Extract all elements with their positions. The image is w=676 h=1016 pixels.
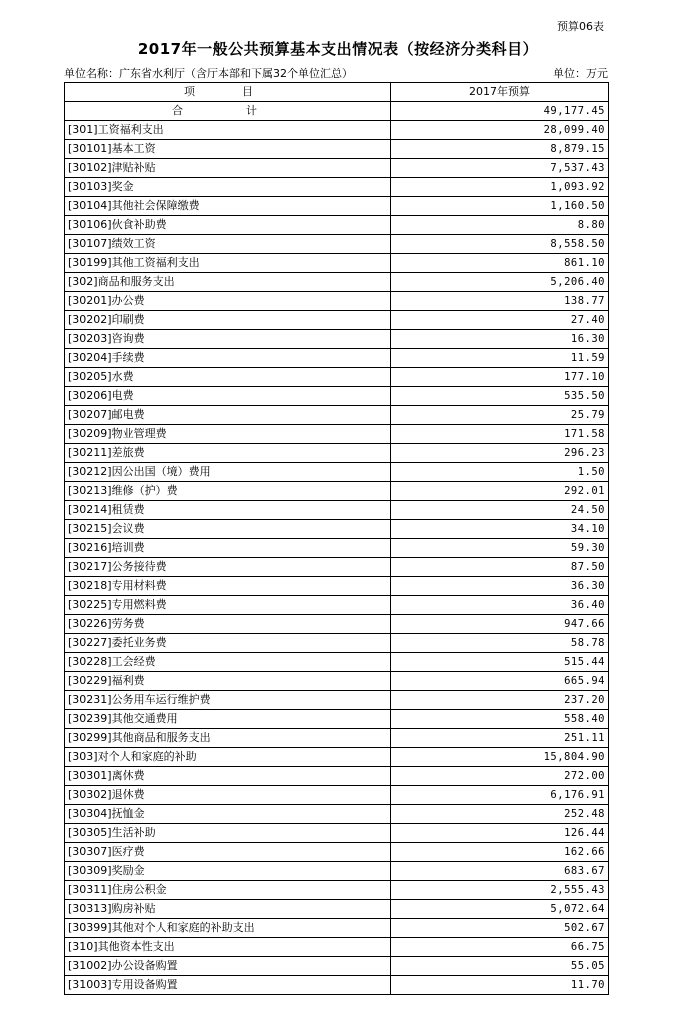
expenditure-table bbox=[64, 82, 609, 995]
table-row bbox=[65, 254, 609, 273]
table-row bbox=[65, 900, 609, 919]
row-amount: 34.10 bbox=[391, 520, 609, 539]
row-item: [30227]委托业务费 bbox=[65, 634, 391, 653]
table-row bbox=[65, 197, 609, 216]
table-row bbox=[65, 425, 609, 444]
row-item: [30201]办公费 bbox=[65, 292, 391, 311]
row-item: [30299]其他商品和服务支出 bbox=[65, 729, 391, 748]
row-amount: 27.40 bbox=[391, 311, 609, 330]
table-row bbox=[65, 786, 609, 805]
row-amount: 292.01 bbox=[391, 482, 609, 501]
table-row bbox=[65, 501, 609, 520]
table-row bbox=[65, 140, 609, 159]
table-row bbox=[65, 710, 609, 729]
row-amount: 947.66 bbox=[391, 615, 609, 634]
row-amount: 683.67 bbox=[391, 862, 609, 881]
row-amount: 171.58 bbox=[391, 425, 609, 444]
row-amount: 36.30 bbox=[391, 577, 609, 596]
row-amount: 126.44 bbox=[391, 824, 609, 843]
page-title: 2017年一般公共预算基本支出情况表（按经济分类科目） bbox=[137, 40, 539, 58]
header-budget: 2017年预算 bbox=[391, 83, 609, 102]
table-row bbox=[65, 938, 609, 957]
table-row bbox=[65, 273, 609, 292]
row-amount: 162.66 bbox=[391, 843, 609, 862]
table-row bbox=[65, 159, 609, 178]
row-item: [30302]退休费 bbox=[65, 786, 391, 805]
table-row bbox=[65, 539, 609, 558]
row-amount: 58.78 bbox=[391, 634, 609, 653]
table-row bbox=[65, 862, 609, 881]
row-item: [30226]劳务费 bbox=[65, 615, 391, 634]
row-amount: 24.50 bbox=[391, 501, 609, 520]
table-row bbox=[65, 368, 609, 387]
row-amount: 251.11 bbox=[391, 729, 609, 748]
table-row bbox=[65, 634, 609, 653]
row-amount: 8,558.50 bbox=[391, 235, 609, 254]
row-item: [30217]公务接待费 bbox=[65, 558, 391, 577]
table-row bbox=[65, 444, 609, 463]
row-amount: 36.40 bbox=[391, 596, 609, 615]
row-item: [30213]维修（护）费 bbox=[65, 482, 391, 501]
table-row bbox=[65, 748, 609, 767]
row-amount: 8.80 bbox=[391, 216, 609, 235]
row-amount: 5,206.40 bbox=[391, 273, 609, 292]
row-item: [30209]物业管理费 bbox=[65, 425, 391, 444]
row-amount: 1,093.92 bbox=[391, 178, 609, 197]
row-item: [30214]租赁费 bbox=[65, 501, 391, 520]
row-item: [30313]购房补贴 bbox=[65, 900, 391, 919]
row-item: [30205]水费 bbox=[65, 368, 391, 387]
row-amount: 665.94 bbox=[391, 672, 609, 691]
row-amount: 252.48 bbox=[391, 805, 609, 824]
row-item: [30203]咨询费 bbox=[65, 330, 391, 349]
row-item: [30304]抚恤金 bbox=[65, 805, 391, 824]
table-row bbox=[65, 520, 609, 539]
table-row bbox=[65, 577, 609, 596]
table-row bbox=[65, 178, 609, 197]
currency-unit: 单位：万元 bbox=[553, 67, 608, 80]
table-row bbox=[65, 767, 609, 786]
row-item: [30305]生活补助 bbox=[65, 824, 391, 843]
table-row bbox=[65, 330, 609, 349]
table-row bbox=[65, 691, 609, 710]
table-row bbox=[65, 406, 609, 425]
row-item: [30218]专用材料费 bbox=[65, 577, 391, 596]
table-row bbox=[65, 881, 609, 900]
row-amount: 25.79 bbox=[391, 406, 609, 425]
row-amount: 558.40 bbox=[391, 710, 609, 729]
unit-info-row bbox=[64, 65, 608, 81]
row-item: [30307]医疗费 bbox=[65, 843, 391, 862]
row-item: [30309]奖励金 bbox=[65, 862, 391, 881]
table-row bbox=[65, 824, 609, 843]
row-amount: 2,555.43 bbox=[391, 881, 609, 900]
row-amount: 237.20 bbox=[391, 691, 609, 710]
row-amount: 8,879.15 bbox=[391, 140, 609, 159]
row-item: [30104]其他社会保障缴费 bbox=[65, 197, 391, 216]
row-item: [30212]因公出国（境）费用 bbox=[65, 463, 391, 482]
table-row bbox=[65, 615, 609, 634]
row-item: [30228]工会经费 bbox=[65, 653, 391, 672]
row-item: [301]工资福利支出 bbox=[65, 121, 391, 140]
table-row bbox=[65, 482, 609, 501]
row-item: [30225]专用燃料费 bbox=[65, 596, 391, 615]
table-row bbox=[65, 387, 609, 406]
table-row bbox=[65, 216, 609, 235]
row-item: [31002]办公设备购置 bbox=[65, 957, 391, 976]
row-item: [30202]印刷费 bbox=[65, 311, 391, 330]
row-item: [30106]伙食补助费 bbox=[65, 216, 391, 235]
row-amount: 5,072.64 bbox=[391, 900, 609, 919]
row-amount: 1,160.50 bbox=[391, 197, 609, 216]
row-amount: 177.10 bbox=[391, 368, 609, 387]
row-amount: 138.77 bbox=[391, 292, 609, 311]
row-item: [30206]电费 bbox=[65, 387, 391, 406]
total-amount: 49,177.45 bbox=[391, 102, 609, 121]
row-item: [31003]专用设备购置 bbox=[65, 976, 391, 995]
total-label: 合 计 bbox=[65, 102, 391, 121]
table-row bbox=[65, 292, 609, 311]
row-item: [30204]手续费 bbox=[65, 349, 391, 368]
table-header-row bbox=[65, 83, 609, 102]
row-item: [30211]差旅费 bbox=[65, 444, 391, 463]
row-amount: 1.50 bbox=[391, 463, 609, 482]
table-row bbox=[65, 121, 609, 140]
row-item: [30101]基本工资 bbox=[65, 140, 391, 159]
row-amount: 535.50 bbox=[391, 387, 609, 406]
total-row bbox=[65, 102, 609, 121]
row-amount: 7,537.43 bbox=[391, 159, 609, 178]
table-row bbox=[65, 919, 609, 938]
row-amount: 272.00 bbox=[391, 767, 609, 786]
row-amount: 15,804.90 bbox=[391, 748, 609, 767]
unit-name: 单位名称：广东省水利厅（含厅本部和下属32个单位汇总） bbox=[64, 67, 353, 80]
row-item: [30107]绩效工资 bbox=[65, 235, 391, 254]
row-amount: 87.50 bbox=[391, 558, 609, 577]
row-item: [302]商品和服务支出 bbox=[65, 273, 391, 292]
header-item: 项 目 bbox=[65, 83, 391, 102]
row-item: [30229]福利费 bbox=[65, 672, 391, 691]
row-amount: 28,099.40 bbox=[391, 121, 609, 140]
row-amount: 11.59 bbox=[391, 349, 609, 368]
row-item: [30231]公务用车运行维护费 bbox=[65, 691, 391, 710]
table-row bbox=[65, 672, 609, 691]
row-amount: 59.30 bbox=[391, 539, 609, 558]
row-item: [310]其他资本性支出 bbox=[65, 938, 391, 957]
row-amount: 296.23 bbox=[391, 444, 609, 463]
row-amount: 861.10 bbox=[391, 254, 609, 273]
row-amount: 55.05 bbox=[391, 957, 609, 976]
table-row bbox=[65, 558, 609, 577]
document-code: 预算06表 bbox=[557, 20, 604, 33]
table-row bbox=[65, 311, 609, 330]
row-amount: 16.30 bbox=[391, 330, 609, 349]
table-row bbox=[65, 729, 609, 748]
row-amount: 515.44 bbox=[391, 653, 609, 672]
row-amount: 6,176.91 bbox=[391, 786, 609, 805]
row-amount: 66.75 bbox=[391, 938, 609, 957]
table-row bbox=[65, 463, 609, 482]
table-row bbox=[65, 976, 609, 995]
row-item: [30301]离休费 bbox=[65, 767, 391, 786]
table-row bbox=[65, 349, 609, 368]
table-row bbox=[65, 957, 609, 976]
row-item: [303]对个人和家庭的补助 bbox=[65, 748, 391, 767]
row-item: [30216]培训费 bbox=[65, 539, 391, 558]
table-row bbox=[65, 653, 609, 672]
table-row bbox=[65, 596, 609, 615]
table-row bbox=[65, 235, 609, 254]
row-item: [30399]其他对个人和家庭的补助支出 bbox=[65, 919, 391, 938]
table-row bbox=[65, 843, 609, 862]
row-item: [30199]其他工资福利支出 bbox=[65, 254, 391, 273]
row-item: [30103]奖金 bbox=[65, 178, 391, 197]
row-item: [30207]邮电费 bbox=[65, 406, 391, 425]
row-item: [30102]津贴补贴 bbox=[65, 159, 391, 178]
table-row bbox=[65, 805, 609, 824]
row-item: [30239]其他交通费用 bbox=[65, 710, 391, 729]
row-amount: 11.70 bbox=[391, 976, 609, 995]
row-item: [30311]住房公积金 bbox=[65, 881, 391, 900]
row-amount: 502.67 bbox=[391, 919, 609, 938]
row-item: [30215]会议费 bbox=[65, 520, 391, 539]
